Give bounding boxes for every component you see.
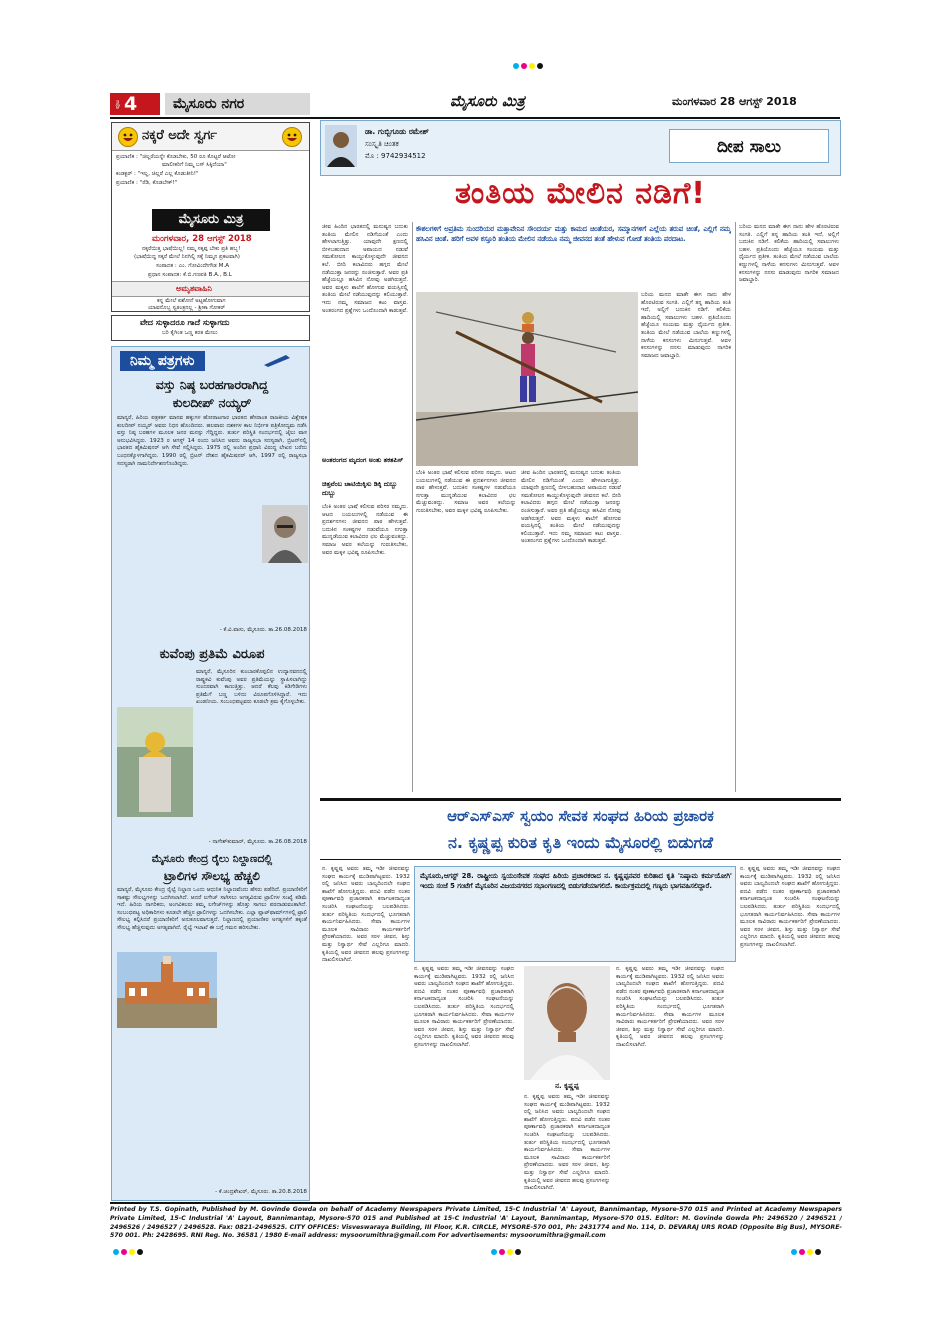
column-headline: ತಂತಿಯ ಮೇಲಿನ ನಡಿಗೆ! (455, 176, 706, 211)
author-photo (325, 125, 357, 167)
column-rule-1 (412, 222, 413, 792)
kuvempu-statue-photo (117, 707, 193, 817)
letter-3-title-a: ಮೈಸೂರು ಕೇಂದ್ರ ರೈಲು ನಿಲ್ದಾಣದಲ್ಲಿ (151, 853, 273, 865)
paper-motto: ನಕ್ಕರೆಯಿತ್ತ ಭಾಷೆಯಿಲ್ಲ! ನಮ್ಮ ಸಕ್ಕಪ್ಪ ಬೇಕು ಪ್ರತಿ ಹಬ್ಬ! (142, 246, 241, 252)
news-body-col-5: ನ. ಕೃಷ್ಣಪ್ಪ ಅವರು ತಮ್ಮ ಇಡೀ ಜೀವನವನ್ನು ಸಂಘದ ಕಾರ್ಯಕ್ಕೆ ಮುಡಿಪಾಗಿಟ್ಟವರು. 1932 ರಲ್ಲಿ ಜನಿಸಿದ ಅವರು ಬಾಲ್ಯದಿಂದಲೇ ಸಂಘದ ಶಾಖೆಗೆ ಹೋಗುತ್ತಿದ್ದರು. ಪದವಿ ಪಡೆದ ನಂತರ ಪೂರ್ಣಾವಧಿ ಪ್ರಚಾರಕರಾಗಿ ಕರ್ನಾಟಕದಾದ್ಯಂತ ಸಂಚರಿಸಿ ಸಂಘಟನೆಯನ್ನು ಬಲಪಡಿಸಿದರು. ತುರ್ತು ಪರಿಸ್ಥಿತಿಯ ಸಂದರ್ಭದಲ್ಲಿ ಭೂಗತರಾಗಿ ಕಾರ್ಯನಿರ್ವಹಿಸಿದರು. ಸೇವಾ ಕಾರ್ಯಗಳ ಮೂಲಕ ಸಾವಿರಾರು ಕಾರ್ಯಕರ್ತರಿಗೆ ಪ್ರೇರಣೆಯಾದರು. ಅವರ ಸರಳ ಜೀವನ, ಶಿಸ್ತು ಮತ್ತು ನಿಸ್ವಾರ್ಥ ಸೇವೆ ಎಲ್ಲರಿಗೂ ಮಾದರಿ. ಕೃತಿಯಲ್ಲಿ ಅವರ ಜೀವನದ ಹಲವು ಪ್ರಸಂಗಗಳನ್ನು ದಾಖಲಿಸಲಾಗಿದೆ. (740, 866, 840, 948)
column-body-center: ಜೀವ ಹಿಂದಿನ ಭಾರತದಲ್ಲಿ ಮನುಷ್ಯನ ಬದುಕು ತಂತಿಯ ಮೇಲಿನ ನಡಿಗೆಯಂತೆ ಎಂದು ಹೇಳಲಾಗುತ್ತಿತ್ತು. ಯಾವುದೇ ಕ್ಷಣದಲ್ಲಿ ಬೀಳಬಹುದಾದ ಅಪಾಯದ ನಡುವೆ ಸಮತೋಲನ ಕಾಯ್ದುಕೊಳ್ಳುವುದೇ ಜೀವನದ ಕಲೆ. ಬೀದಿ ಕಲಾವಿದರು ಹಗ್ಗದ ಮೇಲೆ ನಡೆಯುತ್ತಾ ಜನರನ್ನು ರಂಜಿಸುತ್ತಾರೆ. ಅವರ ಪ್ರತಿ ಹೆಜ್ಜೆಯಲ್ಲೂ ಹಸಿವಿನ ನೋವು ಅಡಗಿರುತ್ತದೆ. ಅವರ ಮಕ್ಕಳು ಶಾಲೆಗೆ ಹೋಗುವ ವಯಸ್ಸಿನಲ್ಲಿ ತಂತಿಯ ಮೇಲೆ ನಡೆಯುವುದನ್ನು ಕಲಿಯುತ್ತಾರೆ. ಇದು ನಮ್ಮ ಸಮಾಜದ ಕಟು ವಾಸ್ತವ. ಅಂತರಂಗದ ಪ್ರಶ್ನೆಗಳು ಒಂದೊಂದಾಗಿ ಕಾಡುತ್ತವೆ. (521, 470, 621, 545)
letters-title: ನಿಮ್ಮ ಪತ್ರಗಳು (120, 351, 205, 371)
letter-2-body: ಮಾನ್ಯರೆ, ಮೈಸೂರಿನ ಕುಂಬಾರಕೊಪ್ಪಲಿನ ಉದ್ಯಾನವನದಲ್ಲಿ ರಾಷ್ಟ್ರಕವಿ ಕುವೆಂಪು ಅವರ ಪ್ರತಿಮೆಯನ್ನು ಸ್ಥಾಪಿಸಲಾಗಿದ್ದು ಸುಂದರವಾಗಿ ಕಾಣುತ್ತಿತ್ತು. ಆದರೆ ಕೆಲವು ಕಿಡಿಗೇಡಿಗಳು ಪ್ರತಿಮೆಗೆ ಬಣ್ಣ ಬಳಿದು ವಿರೂಪಗೊಳಿಸಿದ್ದಾರೆ. ಇದು ಖಂಡನೀಯ. ಸಂಬಂಧಪಟ್ಟವರು ಕೂಡಲೇ ಕ್ರಮ ಕೈಗೊಳ್ಳಬೇಕು. (196, 669, 307, 706)
proverb-box (111, 315, 310, 341)
letters-section (111, 346, 310, 1201)
joke-line-4: ಪ್ರಯಾಣಿಕ : "ರೆಡಿ, ಕೊಡಬೇಕ್!" (116, 180, 178, 186)
joke-line-1: ಪ್ರಯಾಣಿಕ : "ಚಿಲ್ಲರೆಯನ್ನೇ ಕೊಡಬೇಕು, 50 ರೂ ಕೊಟ್ಟರೆ ಆಟೋ (116, 154, 236, 160)
paper-logo: ಮೈಸೂರು ಮಿತ್ರ (152, 209, 270, 231)
news-body-col-2: ನ. ಕೃಷ್ಣಪ್ಪ ಅವರು ತಮ್ಮ ಇಡೀ ಜೀವನವನ್ನು ಸಂಘದ ಕಾರ್ಯಕ್ಕೆ ಮುಡಿಪಾಗಿಟ್ಟವರು. 1932 ರಲ್ಲಿ ಜನಿಸಿದ ಅವರು ಬಾಲ್ಯದಿಂದಲೇ ಸಂಘದ ಶಾಖೆಗೆ ಹೋಗುತ್ತಿದ್ದರು. ಪದವಿ ಪಡೆದ ನಂತರ ಪೂರ್ಣಾವಧಿ ಪ್ರಚಾರಕರಾಗಿ ಕರ್ನಾಟಕದಾದ್ಯಂತ ಸಂಚರಿಸಿ ಸಂಘಟನೆಯನ್ನು ಬಲಪಡಿಸಿದರು. ತುರ್ತು ಪರಿಸ್ಥಿತಿಯ ಸಂದರ್ಭದಲ್ಲಿ ಭೂಗತರಾಗಿ ಕಾರ್ಯನಿರ್ವಹಿಸಿದರು. ಸೇವಾ ಕಾರ್ಯಗಳ ಮೂಲಕ ಸಾವಿರಾರು ಕಾರ್ಯಕರ್ತರಿಗೆ ಪ್ರೇರಣೆಯಾದರು. ಅವರ ಸರಳ ಜೀವನ, ಶಿಸ್ತು ಮತ್ತು ನಿಸ್ವಾರ್ಥ ಸೇವೆ ಎಲ್ಲರಿಗೂ ಮಾದರಿ. ಕೃತಿಯಲ್ಲಿ ಅವರ ಜೀವನದ ಹಲವು ಪ್ರಸಂಗಗಳನ್ನು ದಾಖಲಿಸಲಾಗಿದೆ. (414, 966, 514, 1048)
header-rule (110, 117, 840, 119)
column-body-left-2: ಬೆಂಕಿ ಅಂತರ ಭಾಷೆ ಕಲಿಸುವ ಪರಿಸರ ನಮ್ಮದು. ಆಟದ ಬಯಲುಗಳಲ್ಲಿ ನಡೆಯುವ ಈ ಪ್ರದರ್ಶನಗಳು ಜೀವನದ ಪಾಠ ಹೇಳುತ್ತವೆ. ಬದುಕಿನ ಸಂಕಷ್ಟಗಳ ನಡುವೆಯೂ ನಗುತ್ತಾ ಮುನ್ನಡೆಯುವ ಕಲಾವಿದರ ಛಲ ಮೆಚ್ಚುವಂತದ್ದು. ಸಮಾಜ ಅವರ ಕಲೆಯನ್ನು ಗುರುತಿಸಬೇಕು, ಅವರ ಮಕ್ಕಳ ಭವಿಷ್ಯ ರೂಪಿಸಬೇಕು. (322, 504, 408, 556)
news-body-col-1: ನ. ಕೃಷ್ಣಪ್ಪ ಅವರು ತಮ್ಮ ಇಡೀ ಜೀವನವನ್ನು ಸಂಘದ ಕಾರ್ಯಕ್ಕೆ ಮುಡಿಪಾಗಿಟ್ಟವರು. 1932 ರಲ್ಲಿ ಜನಿಸಿದ ಅವರು ಬಾಲ್ಯದಿಂದಲೇ ಸಂಘದ ಶಾಖೆಗೆ ಹೋಗುತ್ತಿದ್ದರು. ಪದವಿ ಪಡೆದ ನಂತರ ಪೂರ್ಣಾವಧಿ ಪ್ರಚಾರಕರಾಗಿ ಕರ್ನಾಟಕದಾದ್ಯಂತ ಸಂಚರಿಸಿ ಸಂಘಟನೆಯನ್ನು ಬಲಪಡಿಸಿದರು. ತುರ್ತು ಪರಿಸ್ಥಿತಿಯ ಸಂದರ್ಭದಲ್ಲಿ ಭೂಗತರಾಗಿ ಕಾರ್ಯನಿರ್ವಹಿಸಿದರು. ಸೇವಾ ಕಾರ್ಯಗಳ ಮೂಲಕ ಸಾವಿರಾರು ಕಾರ್ಯಕರ್ತರಿಗೆ ಪ್ರೇರಣೆಯಾದರು. ಅವರ ಸರಳ ಜೀವನ, ಶಿಸ್ತು ಮತ್ತು ನಿಸ್ವಾರ್ಥ ಸೇವೆ ಎಲ್ಲರಿಗೂ ಮಾದರಿ. ಕೃತಿಯಲ್ಲಿ ಅವರ ಜೀವನದ ಹಲವು ಪ್ರಸಂಗಗಳನ್ನು ದಾಖಲಿಸಲಾಗಿದೆ. (322, 866, 410, 964)
letter-2-title: ಕುವೆಂಪು ಪ್ರತಿಮೆ ವಿರೂಪ (159, 647, 265, 662)
footer-rule (110, 1202, 840, 1204)
column-subhead-1: ಅಂತರಂಗದ ಮೃದಂಗ ಅಂತು ತಕತಪಿಸ್ (322, 456, 404, 464)
news-body-col-3: ನ. ಕೃಷ್ಣಪ್ಪ ಅವರು ತಮ್ಮ ಇಡೀ ಜೀವನವನ್ನು ಸಂಘದ ಕಾರ್ಯಕ್ಕೆ ಮುಡಿಪಾಗಿಟ್ಟವರು. 1932 ರಲ್ಲಿ ಜನಿಸಿದ ಅವರು ಬಾಲ್ಯದಿಂದಲೇ ಸಂಘದ ಶಾಖೆಗೆ ಹೋಗುತ್ತಿದ್ದರು. ಪದವಿ ಪಡೆದ ನಂತರ ಪೂರ್ಣಾವಧಿ ಪ್ರಚಾರಕರಾಗಿ ಕರ್ನಾಟಕದಾದ್ಯಂತ ಸಂಚರಿಸಿ ಸಂಘಟನೆಯನ್ನು ಬಲಪಡಿಸಿದರು. ತುರ್ತು ಪರಿಸ್ಥಿತಿಯ ಸಂದರ್ಭದಲ್ಲಿ ಭೂಗತರಾಗಿ ಕಾರ್ಯನಿರ್ವಹಿಸಿದರು. ಸೇವಾ ಕಾರ್ಯಗಳ ಮೂಲಕ ಸಾವಿರಾರು ಕಾರ್ಯಕರ್ತರಿಗೆ ಪ್ರೇರಣೆಯಾದರು. ಅವರ ಸರಳ ಜೀವನ, ಶಿಸ್ತು ಮತ್ತು ನಿಸ್ವಾರ್ಥ ಸೇವೆ ಎಲ್ಲರಿಗೂ ಮಾದರಿ. ಕೃತಿಯಲ್ಲಿ ಅವರ ಜೀವನದ ಹಲವು ಪ್ರಸಂಗಗಳನ್ನು ದಾಖಲಿಸಲಾಗಿದೆ. (524, 1094, 610, 1192)
page-label: ಪುಟ (114, 99, 121, 109)
column-header (320, 120, 841, 176)
imprint-line: Printed by T.S. Gopinath, Published by M. Govinde Gowda on behalf of Academy Newspapers Private Limited, 15-C Industrial 'A' Layout, Bannimantap, Mysore-570 015 and Printed at Academy Newspapers Private Limited, 15-C Industrial 'A' Layout, Bannimantap, Mysore-570 015 and Published at 15-C Industrial 'A' Layout, Bannimantap, Mysore-570 015. Editor: M. Govinde Gowda Ph: 2496520 / 2496521 / 2496526 / 2496527 / 2496528. Fax: 0821-2496525. CITY OFFICES: Visveswaraya Building, III Floor, K.R. CIRCLE, MYSORE-570 001, Ph: 2431774 and No. 114, D. DEVARAJ URS ROAD (Opposite Big Bus), MYSORE-570 001. Ph: 2428695. RNI Reg. No. 36581 / 1980 E-mail address: mysoorumithra@gmail.com For advertisements: mysoorumithra@gmail.com (110, 1206, 842, 1240)
registration-mark-right (790, 1248, 830, 1256)
laughing-face-icon (118, 127, 138, 147)
letter-2-signature: - ನಾಗೇಶ್‌ಕುಮಾರ್, ಮೈಸೂರು. ತಾ.26.08.2018 (208, 839, 307, 845)
registration-mark-top (512, 62, 552, 70)
vachana-title: ಅಮೃತವಾಹಿನಿ (176, 284, 212, 293)
krishnappa-caption: ನ. ಕೃಷ್ಣಪ್ಪ (555, 1082, 579, 1090)
column-rule-2 (735, 222, 736, 792)
joke-line-3: ಕಂಡಕ್ಟರ್ : "ಇಲ್ಲ, ಚಿಲ್ಲರೆ ಎಲ್ಲ ಕೊಡುತೀನಿ!" (116, 171, 199, 177)
humor-box (111, 122, 310, 312)
registration-mark-center (490, 1248, 530, 1256)
news-headline-1: ಆರ್‌ಎಸ್‌ಎಸ್ ಸ್ವಯಂ ಸೇವಕ ಸಂಘದ ಹಿರಿಯ ಪ್ರಚಾರಕ (447, 807, 714, 825)
humor-title-bar (112, 123, 309, 151)
letter-1-title-b: ಕುಲದೀಪ್ ನಯ್ಯರ್ (172, 395, 252, 410)
letter-1-signature: - ಕೆ.ವಿ.ವಾಸು, ಮೈಸೂರು. ತಾ.26.08.2018 (219, 627, 307, 633)
proverb-text: ವೇದ ಸುಳ್ಳಾದರೂ ಗಾದೆ ಸುಳ್ಳಾಗದು (140, 318, 230, 327)
paper-editor: ಪ್ರಧಾನ ಸಂಪಾದಕ: ಕೆ.ಬಿ.ಗಣಪತಿ B.A., B.L (148, 272, 232, 278)
masthead: ಮೈಸೂರು ಮಿತ್ರ (450, 92, 525, 110)
news-body-col-4: ನ. ಕೃಷ್ಣಪ್ಪ ಅವರು ತಮ್ಮ ಇಡೀ ಜೀವನವನ್ನು ಸಂಘದ ಕಾರ್ಯಕ್ಕೆ ಮುಡಿಪಾಗಿಟ್ಟವರು. 1932 ರಲ್ಲಿ ಜನಿಸಿದ ಅವರು ಬಾಲ್ಯದಿಂದಲೇ ಸಂಘದ ಶಾಖೆಗೆ ಹೋಗುತ್ತಿದ್ದರು. ಪದವಿ ಪಡೆದ ನಂತರ ಪೂರ್ಣಾವಧಿ ಪ್ರಚಾರಕರಾಗಿ ಕರ್ನಾಟಕದಾದ್ಯಂತ ಸಂಚರಿಸಿ ಸಂಘಟನೆಯನ್ನು ಬಲಪಡಿಸಿದರು. ತುರ್ತು ಪರಿಸ್ಥಿತಿಯ ಸಂದರ್ಭದಲ್ಲಿ ಭೂಗತರಾಗಿ ಕಾರ್ಯನಿರ್ವಹಿಸಿದರು. ಸೇವಾ ಕಾರ್ಯಗಳ ಮೂಲಕ ಸಾವಿರಾರು ಕಾರ್ಯಕರ್ತರಿಗೆ ಪ್ರೇರಣೆಯಾದರು. ಅವರ ಸರಳ ಜೀವನ, ಶಿಸ್ತು ಮತ್ತು ನಿಸ್ವಾರ್ಥ ಸೇವೆ ಎಲ್ಲರಿಗೂ ಮಾದರಿ. ಕೃತಿಯಲ್ಲಿ ಅವರ ಜೀವನದ ಹಲವು ಪ್ರಸಂಗಗಳನ್ನು ದಾಖಲಿಸಲಾಗಿದೆ. (616, 966, 724, 1048)
vachana-line-1: ಕನ್ನ ಮೇಲೆ ಪಶೋನೆ ಅಟ್ಟಹೋಗುವಾಗ (157, 298, 226, 304)
vachana-band (112, 281, 309, 297)
column-body-mid: ಬೆಂಕಿ ಅಂತರ ಭಾಷೆ ಕಲಿಸುವ ಪರಿಸರ ನಮ್ಮದು. ಆಟದ ಬಯಲುಗಳಲ್ಲಿ ನಡೆಯುವ ಈ ಪ್ರದರ್ಶನಗಳು ಜೀವನದ ಪಾಠ ಹೇಳುತ್ತವೆ. ಬದುಕಿನ ಸಂಕಷ್ಟಗಳ ನಡುವೆಯೂ ನಗುತ್ತಾ ಮುನ್ನಡೆಯುವ ಕಲಾವಿದರ ಛಲ ಮೆಚ್ಚುವಂತದ್ದು. ಸಮಾಜ ಅವರ ಕಲೆಯನ್ನು ಗುರುತಿಸಬೇಕು, ಅವರ ಮಕ್ಕಳ ಭವಿಷ್ಯ ರೂಪಿಸಬೇಕು. (416, 470, 516, 514)
paper-date: ಮಂಗಳವಾರ, 28 ಆಗಸ್ಟ್ 2018 (152, 234, 252, 244)
column-body-right: ಬರಿಯ ಮನದ ಮಾತೇ ಈಗ ನಾನು ಹೇಳ ಹೊರಟಿರುವ ಸಂಗತಿ. ಎಲ್ಲಿಗೆ ತನ್ನ ಹಾದಿಯ ತಂತಿ ಇದೆ, ಅಲ್ಲಿಗೆ ಬದುಕಿನ ನಡಿಗೆ. ಕಲಿಕೆಯ ಹಾದಿಯಲ್ಲಿ ಸವಾಲುಗಳು ಬಹಳ. ಪ್ರತಿಯೊಂದು ಹೆಜ್ಜೆಯೂ ಸಂಯಮ ಮತ್ತು ಧೈರ್ಯದ ಪ್ರತೀಕ. ತಂತಿಯ ಮೇಲೆ ನಡೆಯುವ ಬಾಲೆಯ ಕಣ್ಣುಗಳಲ್ಲಿ ನಾಳೆಯ ಕನಸುಗಳು ಮಿನುಗುತ್ತವೆ. ಅವಳ ಕನಸುಗಳನ್ನು ನನಸು ಮಾಡುವುದು ನಾಗರಿಕ ಸಮಾಜದ ಜವಾಬ್ದಾರಿ. (739, 224, 839, 284)
author-role: ಸಂಸ್ಕೃತಿ ಚಿಂತಕ (365, 140, 399, 148)
column-body-center-right: ಬರಿಯ ಮನದ ಮಾತೇ ಈಗ ನಾನು ಹೇಳ ಹೊರಟಿರುವ ಸಂಗತಿ. ಎಲ್ಲಿಗೆ ತನ್ನ ಹಾದಿಯ ತಂತಿ ಇದೆ, ಅಲ್ಲಿಗೆ ಬದುಕಿನ ನಡಿಗೆ. ಕಲಿಕೆಯ ಹಾದಿಯಲ್ಲಿ ಸವಾಲುಗಳು ಬಹಳ. ಪ್ರತಿಯೊಂದು ಹೆಜ್ಜೆಯೂ ಸಂಯಮ ಮತ್ತು ಧೈರ್ಯದ ಪ್ರತೀಕ. ತಂತಿಯ ಮೇಲೆ ನಡೆಯುವ ಬಾಲೆಯ ಕಣ್ಣುಗಳಲ್ಲಿ ನಾಳೆಯ ಕನಸುಗಳು ಮಿನುಗುತ್ತವೆ. ಅವಳ ಕನಸುಗಳನ್ನು ನನಸು ಮಾಡುವುದು ನಾಗರಿಕ ಸಮಾಜದ ಜವಾಬ್ದಾರಿ. (641, 292, 731, 359)
vachana-line-2: ಯಾವನೊಬ್ಬ ಸ್ವತಂತ್ರನಲ್ಲ - ಶ್ರೀಕಾ ಗೋಕರ್ (148, 305, 226, 311)
letter-3-title-b: ಟ್ರಾಲಿಗಳ ಸೌಲಭ್ಯ ಹೆಚ್ಚಲಿ (164, 869, 260, 883)
column-name: ದೀಪ ಸಾಲು (669, 129, 829, 163)
letter-1-body: ಮಾನ್ಯರೆ, ಹಿರಿಯ ಪತ್ರಕರ್ತ ಮಾನವ ಹಕ್ಕುಗಳ ಹೋರಾಟಗಾರ ಭಾರತದ ಹೆಸರಾಂತ ರಾಜಕೀಯ ವಿಶ್ಲೇಷಕ ಕುಲದೀಪ್ ನಯ್ಯರ್ ಅವರು ನಿಧನ ಹೊಂದಿದರು. ಹಲವಾರು ದಶಕಗಳ ಕಾಲ ನಿರ್ಭೀತ ಪತ್ರಿಕೋದ್ಯಮ ನಡೆಸಿ ವಸ್ತು ನಿಷ್ಠ ಬರಹಗಳ ಮೂಲಕ ಜನರ ಮನಸ್ಸು ಗೆದ್ದಿದ್ದರು. ತುರ್ತು ಪರಿಸ್ಥಿತಿ ಸಂದರ್ಭದಲ್ಲಿ ಜೈಲು ವಾಸ ಅನುಭವಿಸಿದ್ದರು. 1923 ರ ಆಗಸ್ಟ್ 14 ರಂದು ಜನಿಸಿದ ಅವರು ರಾಜ್ಯಸಭಾ ಸದಸ್ಯರಾಗಿ, ಬ್ರಿಟನ್‌ನಲ್ಲಿ ಭಾರತದ ಹೈಕಮಿಷನರ್ ಆಗಿ ಸೇವೆ ಸಲ್ಲಿಸಿದ್ದರು. 1975 ರಲ್ಲಿ ಅಂದಿನ ಪ್ರಧಾನಿ ವಿರುದ್ಧ ಲೇಖನ ಬರೆದು ಬಂಧನಕ್ಕೊಳಗಾಗಿದ್ದರು. 1990 ರಲ್ಲಿ ಬ್ರಿಟನ್ ದೇಶದ ಹೈಕಮಿಷನರ್ ಆಗಿ, 1997 ರಲ್ಲಿ ರಾಜ್ಯಸಭಾ ಸದಸ್ಯರಾಗಿ ನಾಮನಿರ್ದೇಶನಗೊಂಡಿದ್ದರು. (117, 415, 307, 467)
pen-icon (262, 353, 292, 367)
humor-title: ನಕ್ಕರೆ ಅದೇ ಸ್ವರ್ಗ (142, 128, 217, 143)
author-phone: ಮೊ : 9742934512 (365, 152, 426, 160)
letter-3-signature: - ಕೆ.ಚಂದ್ರಶೇಖರ್, ಮೈಸೂರು. ತಾ.20.8.2018 (215, 1189, 307, 1195)
news-headline-2: ನ. ಕೃಷ್ಣಪ್ಪ ಕುರಿತ ಕೃತಿ ಇಂದು ಮೈಸೂರಲ್ಲಿ ಬಿಡುಗಡೆ (447, 833, 714, 852)
krishnappa-photo (524, 966, 610, 1080)
letter-3-body: ಮಾನ್ಯರೆ, ಮೈಸೂರು ಕೇಂದ್ರ ರೈಲ್ವೆ ನಿಲ್ದಾಣ ಒಂದು ಆಧುನಿಕ ನಿಲ್ದಾಣವೆಂದು ಹೆಸರು ಪಡೆದಿದೆ. ಪ್ರಯಾಣಿಕರಿಗೆ ಸಾಕಷ್ಟು ಸೌಲಭ್ಯಗಳನ್ನು ಒದಗಿಸಲಾಗಿದೆ. ಆದರೆ ಲಗೇಜ್ ಸಾಗಿಸಲು ಅಗತ್ಯವಿರುವ ಟ್ರಾಲಿಗಳ ಸಂಖ್ಯೆ ಕಡಿಮೆ ಇದೆ. ಹಿರಿಯ ನಾಗರಿಕರು, ಅಂಗವಿಕಲರು ತಮ್ಮ ಲಗೇಜ್‌ಗಳನ್ನು ಹೊತ್ತು ಸಾಗಲು ಪರದಾಡುವಂತಾಗಿದೆ. ಸಂಬಂಧಪಟ್ಟ ಅಧಿಕಾರಿಗಳು ಕೂಡಲೇ ಹೆಚ್ಚಿನ ಟ್ರಾಲಿಗಳನ್ನು ಒದಗಿಸಬೇಕು. ಎಲ್ಲಾ ಪ್ಲಾಟ್‌ಫಾರ್ಮ್‌ಗಳಲ್ಲಿ ಟ್ರಾಲಿ ಸೌಲಭ್ಯ ಕಲ್ಪಿಸಿದರೆ ಪ್ರಯಾಣಿಕರಿಗೆ ಅನುಕೂಲವಾಗುತ್ತದೆ. ನಿಲ್ದಾಣದಲ್ಲಿ ಪ್ರಯಾಣಿಕರ ಅಗತ್ಯಗಳಿಗೆ ತಕ್ಕಂತೆ ಸೌಲಭ್ಯ ಹೆಚ್ಚಿಸುವುದು ಅಗತ್ಯವಾಗಿದೆ. ರೈಲ್ವೆ ಇಲಾಖೆ ಈ ಬಗ್ಗೆ ಗಮನ ಹರಿಸಬೇಕು. (117, 887, 307, 931)
column-body-left: ಜೀವ ಹಿಂದಿನ ಭಾರತದಲ್ಲಿ ಮನುಷ್ಯನ ಬದುಕು ತಂತಿಯ ಮೇಲಿನ ನಡಿಗೆಯಂತೆ ಎಂದು ಹೇಳಲಾಗುತ್ತಿತ್ತು. ಯಾವುದೇ ಕ್ಷಣದಲ್ಲಿ ಬೀಳಬಹುದಾದ ಅಪಾಯದ ನಡುವೆ ಸಮತೋಲನ ಕಾಯ್ದುಕೊಳ್ಳುವುದೇ ಜೀವನದ ಕಲೆ. ಬೀದಿ ಕಲಾವಿದರು ಹಗ್ಗದ ಮೇಲೆ ನಡೆಯುತ್ತಾ ಜನರನ್ನು ರಂಜಿಸುತ್ತಾರೆ. ಅವರ ಪ್ರತಿ ಹೆಜ್ಜೆಯಲ್ಲೂ ಹಸಿವಿನ ನೋವು ಅಡಗಿರುತ್ತದೆ. ಅವರ ಮಕ್ಕಳು ಶಾಲೆಗೆ ಹೋಗುವ ವಯಸ್ಸಿನಲ್ಲಿ ತಂತಿಯ ಮೇಲೆ ನಡೆಯುವುದನ್ನು ಕಲಿಯುತ್ತಾರೆ. ಇದು ನಮ್ಮ ಸಮಾಜದ ಕಟು ವಾಸ್ತವ. ಅಂತರಂಗದ ಪ್ರಶ್ನೆಗಳು ಒಂದೊಂದಾಗಿ ಕಾಡುತ್ತವೆ. (322, 224, 408, 314)
author-name: ಡಾ. ಗುಬ್ಬಿಗೂಡು ರಮೇಶ್ (365, 127, 429, 136)
column-subhead-2: ಚಿತ್ತವೆಂಬ ಚಾಟಿಯಿಕ್ಕಿಸು ಡಿಕ್ಕಿ ದುಬ್ಬು ದುಬ್ಬು (322, 480, 398, 497)
issue-date: ಮಂಗಳವಾರ 28 ಆಗಸ್ಟ್ 2018 (672, 95, 797, 108)
letter-1-title-a: ವಸ್ತು ನಿಷ್ಠ ಬರಹಗಾರರಾಗಿದ್ದ (155, 377, 269, 392)
proverb-subtext: ಬರಿ ಕೈಗಿಂತ ಒಣ್ಣ ಕರತ ಮೇಲು (162, 330, 218, 336)
tightrope-walker-photo (416, 292, 638, 466)
news-summary-box (414, 866, 736, 962)
column-lead: ಕೌಶಲಗಳಿಗೆ ಅಪ್ರತಿಮ ಸುಂದರಿಯರ ಮತ್ತಾವೇನಿನ ಸೌಂದರ್ಯ ಮತ್ತು ಕಾಮದ ಚಿಂತೆಯರ, ಸಮ್ಮಾನಗಳಿಗೆ ಎಲ್ಲೆಯ ತರುವ ಚಿಂತೆ, ಎಲ್ಲಿಗೆ ನಮ್ಮ ಹಸಿವಿನ ಚಿಂತೆ. ಹರಿಗೆ ಅವಳ ಕಸ್ತೂರಿ ತಂತಿಯ ಮೇಲಿನ ನಡೆಯೂ ನಮ್ಮ ಜೀವನದ ತಂತೆ ಹೇಳುವ ಗೋಡೆ ತಂತಿಯ ಪರದಾಟ. (416, 225, 731, 243)
section-name: ಮೈಸೂರು ನಗರ (165, 93, 310, 115)
joke-line-2: ಮಾಲೀಕರಿಗೆ ನಿಮ್ಮ ಬಸ್ ಸಿಕ್ಕಿದೆಯಾ" (162, 162, 227, 168)
laughing-face-icon-right (282, 127, 302, 147)
news-summary: ಮೈಸೂರು,ಆಗಸ್ಟ್ 28. ರಾಷ್ಟ್ರೀಯ ಸ್ವಯಂಸೇವಕ ಸಂಘದ ಹಿರಿಯ ಪ್ರಚಾರಕರಾದ ನ. ಕೃಷ್ಣಪ್ಪನವರ ಕುರಿತಾದ ಕೃತಿ 'ನಿಷ್ಕಾಮ ಕರ್ಮಯೋಗಿ' ಇಂದು ಸಂಜೆ 5 ಗಂಟೆಗೆ ಮೈಸೂರಿನ ವಿಜಯನಗರದ ಸಭಾಂಗಣದಲ್ಲಿ ಬಿಡುಗಡೆಯಾಗಲಿದೆ. ಕಾರ್ಯಕ್ರಮದಲ್ಲಿ ಗಣ್ಯರು ಭಾಗವಹಿಸಲಿದ್ದಾರೆ. (420, 872, 732, 890)
page-number-badge (110, 93, 160, 115)
news-headline-box (320, 798, 841, 860)
paper-publisher: ಸಂಪಾದಕ : ಎಂ. ಗೋವಿಂದೇಗೌಡ M.A (156, 263, 230, 269)
registration-mark-left (112, 1248, 152, 1256)
paper-motto-2: (ಭಾಷೆಯಿದ್ದ ಸಕ್ಕರೆ ಮೇಲೆ ನಿನಗಿಲ್ಲಿ ಸಕ್ಕೆ ನಿಮ್ಮನ ಪ್ರಕಟವಾಗಿ) (134, 254, 240, 260)
page-number: 4 (124, 93, 138, 115)
